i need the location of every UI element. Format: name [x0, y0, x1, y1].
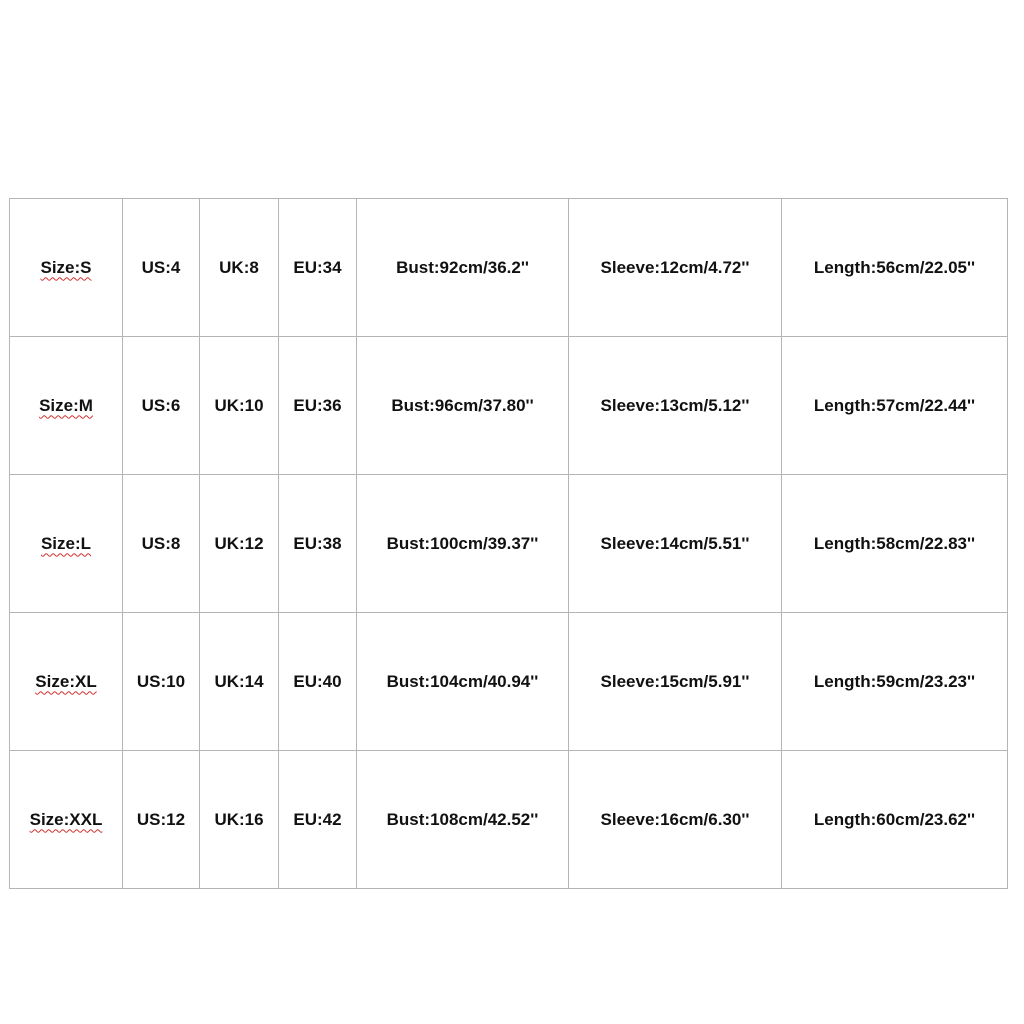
uk-size-cell: UK:16 — [200, 751, 279, 889]
sleeve-cell: Sleeve:14cm/5.51'' — [569, 475, 782, 613]
sleeve-cell: Sleeve:13cm/5.12'' — [569, 337, 782, 475]
size-cell — [10, 199, 123, 337]
uk-size-cell: UK:8 — [200, 199, 279, 337]
table-row — [10, 751, 1008, 889]
us-size-cell: US:10 — [123, 613, 200, 751]
uk-size-cell: UK:12 — [200, 475, 279, 613]
us-size-cell: US:8 — [123, 475, 200, 613]
table-row — [10, 337, 1008, 475]
size-cell — [10, 475, 123, 613]
size-cell — [10, 751, 123, 889]
us-size-cell: US:12 — [123, 751, 200, 889]
size-label: Size:XXL — [29, 809, 103, 829]
size-cell — [10, 613, 123, 751]
sleeve-cell: Sleeve:15cm/5.91'' — [569, 613, 782, 751]
length-cell: Length:59cm/23.23'' — [782, 613, 1008, 751]
eu-size-cell: EU:36 — [279, 337, 357, 475]
table-row — [10, 199, 1008, 337]
size-label: Size:L — [40, 533, 92, 553]
table-row — [10, 613, 1008, 751]
length-cell: Length:57cm/22.44'' — [782, 337, 1008, 475]
eu-size-cell: EU:42 — [279, 751, 357, 889]
size-label: Size:XL — [35, 671, 97, 691]
us-size-cell: US:4 — [123, 199, 200, 337]
eu-size-cell: EU:40 — [279, 613, 357, 751]
size-label: Size:M — [39, 395, 93, 415]
sleeve-cell: Sleeve:16cm/6.30'' — [569, 751, 782, 889]
size-cell — [10, 337, 123, 475]
bust-cell: Bust:100cm/39.37'' — [357, 475, 569, 613]
bust-cell: Bust:96cm/37.80'' — [357, 337, 569, 475]
sleeve-cell: Sleeve:12cm/4.72'' — [569, 199, 782, 337]
uk-size-cell: UK:14 — [200, 613, 279, 751]
bust-cell: Bust:104cm/40.94'' — [357, 613, 569, 751]
us-size-cell: US:6 — [123, 337, 200, 475]
uk-size-cell: UK:10 — [200, 337, 279, 475]
table-row — [10, 475, 1008, 613]
length-cell: Length:58cm/22.83'' — [782, 475, 1008, 613]
size-chart-table — [9, 198, 1008, 889]
bust-cell: Bust:92cm/36.2'' — [357, 199, 569, 337]
size-label: Size:S — [40, 257, 92, 277]
bust-cell: Bust:108cm/42.52'' — [357, 751, 569, 889]
length-cell: Length:60cm/23.62'' — [782, 751, 1008, 889]
length-cell: Length:56cm/22.05'' — [782, 199, 1008, 337]
eu-size-cell: EU:38 — [279, 475, 357, 613]
eu-size-cell: EU:34 — [279, 199, 357, 337]
